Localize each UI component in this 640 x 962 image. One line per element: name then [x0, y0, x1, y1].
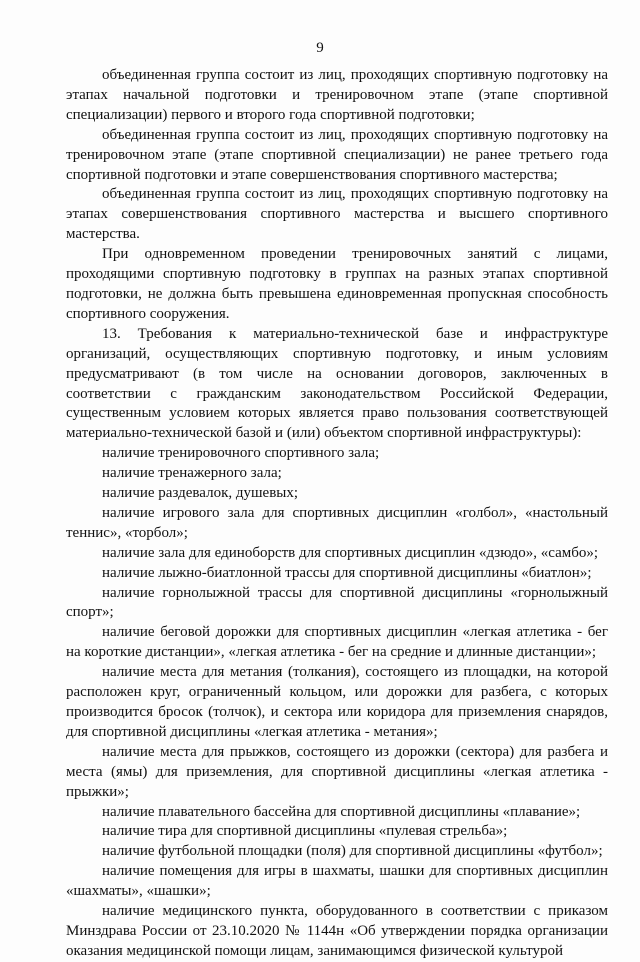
- list-item-martial-arts-hall: наличие зала для единоборств для спортивных дисциплин «дзюдо», «самбо»;: [102, 544, 599, 561]
- list-item-running-track: наличие беговой дорожки для спортивных дисциплин «легкая атлетика - бег на короткие дистанции», «легкая атлетика - бег на средние и длинные дистанции»;: [66, 624, 608, 661]
- list-item-ski-slope: наличие горнолыжной трассы для спортивной дисциплины «горнолыжный спорт»;: [66, 584, 608, 621]
- paragraph-capacity-limit: При одновременном проведении тренировочных занятий с лицами, проходящими спортивную подготовку в группах на разных этапах спортивной подготовки, не должна быть превышена единовременная пропускная способность спортивного сооружения.: [66, 246, 608, 322]
- list-item-training-hall: наличие тренировочного спортивного зала;: [102, 445, 380, 462]
- list-item-game-hall: наличие игрового зала для спортивных дисциплин «голбол», «настольный теннис», «торбол»;: [66, 504, 608, 541]
- paragraph-group-composition-2: объединенная группа состоит из лиц, проходящих спортивную подготовку на тренировочном этапе (этапе спортивной специализации) не ранее третьего года спортивной подготовки и этапе совершенствования спортивного мастерства;: [66, 126, 608, 183]
- list-item-gym: наличие тренажерного зала;: [102, 465, 282, 482]
- paragraph-item-13: 13. Требования к материально-технической базе и инфраструктуре организаций, осуществляющих спортивную подготовку, и иным условиям предусматривают (в том числе на основании договоров, заключенных в соответствии с гражданским законодательством Российской Федерации, существенным условием которых является право пользования соответствующей материально-технической базой и (или) объектом спортивной инфраструктуры):: [66, 325, 608, 442]
- list-item-shooting-range: наличие тира для спортивной дисциплины «пулевая стрельба»;: [102, 823, 508, 840]
- paragraph-group-composition-1: объединенная группа состоит из лиц, проходящих спортивную подготовку на этапах начальной подготовки и тренировочном этапе (этапе спортивной специализации) первого и второго года спортивной подготовки;: [66, 67, 608, 123]
- list-item-medical-point: наличие медицинского пункта, оборудованного в соответствии с приказом Минздрава России от 23.10.2020 № 1144н «Об утверждении порядка организации оказания медицинской помощи лицам, занимающимся физической культурой: [66, 903, 608, 959]
- list-item-throwing-area: наличие места для метания (толкания), состоящего из площадки, на которой расположен круг, ограниченный кольцом, или дорожки для разбега, с которых производится бросок (толчок), и сектора или коридора для приземления снарядов, для спортивной дисциплины «легкая атлетика - метания»;: [66, 664, 608, 740]
- list-item-changing-rooms: наличие раздевалок, душевых;: [102, 485, 299, 502]
- page-number: 9: [316, 40, 324, 56]
- document-body: [66, 66, 608, 962]
- list-item-swimming-pool: наличие плавательного бассейна для спортивной дисциплины «плавание»;: [102, 803, 581, 820]
- list-item-chess-room: наличие помещения для игры в шахматы, шашки для спортивных дисциплин «шахматы», «шашки»;: [66, 863, 608, 900]
- list-item-football-field: наличие футбольной площадки (поля) для спортивной дисциплины «футбол»;: [102, 843, 603, 860]
- list-item-biathlon-track: наличие лыжно-биатлонной трассы для спортивной дисциплины «биатлон»;: [102, 564, 592, 581]
- list-item-jumping-area: наличие места для прыжков, состоящего из дорожки (сектора) для разбега и места (ямы) для приземления, для спортивной дисциплины «легкая атлетика - прыжки»;: [66, 743, 608, 800]
- paragraph-group-composition-3: объединенная группа состоит из лиц, проходящих спортивную подготовку на этапах совершенствования спортивного мастерства и высшего спортивного мастерства.: [66, 186, 608, 243]
